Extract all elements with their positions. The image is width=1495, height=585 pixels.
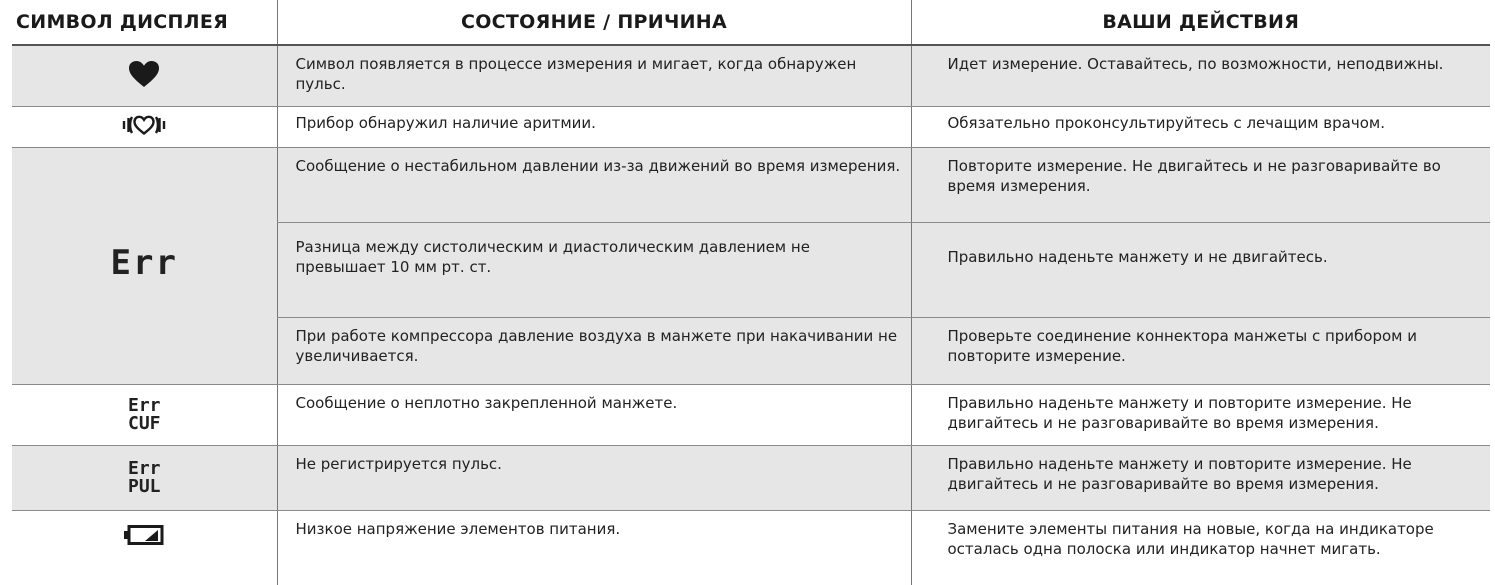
err-symbol: Err: [111, 243, 178, 283]
err-cuf-symbol: [128, 397, 161, 433]
symbol-line-err: Err: [128, 395, 161, 416]
symbol-cell: [12, 385, 277, 446]
symbol-cell: [12, 148, 277, 385]
cause-cell: Низкое напряжение элементов питания.: [277, 511, 911, 585]
header-cause: СОСТОЯНИЕ / ПРИЧИНА: [277, 0, 911, 45]
arrhythmia-heart-icon: [121, 113, 167, 137]
action-cell: Правильно наденьте манжету и не двигайтесь.: [911, 223, 1490, 318]
table-row: [12, 446, 1490, 511]
heart-icon: [128, 60, 160, 88]
symbol-cell: [12, 511, 277, 585]
symbol-cell: [12, 446, 277, 511]
symbol-cell: [12, 107, 277, 148]
err-pul-symbol: [128, 460, 161, 496]
cause-cell: При работе компрессора давление воздуха в манжете при накачивании не увеличивается.: [277, 318, 911, 385]
header-symbol: СИМВОЛ ДИСПЛЕЯ: [12, 0, 277, 45]
action-cell: Идет измерение. Оставайтесь, по возможности, неподвижны.: [911, 45, 1490, 107]
table-row: [12, 148, 1490, 223]
table-row: [12, 385, 1490, 446]
action-cell: Правильно наденьте манжету и повторите измерение. Не двигайтесь и не разговаривайте во время измерения.: [911, 385, 1490, 446]
symbol-cell: [12, 45, 277, 107]
table-row: [12, 107, 1490, 148]
table-header-row: [12, 0, 1490, 45]
symbol-line-err: Err: [128, 458, 161, 479]
low-battery-icon: [124, 525, 164, 545]
header-action: ВАШИ ДЕЙСТВИЯ: [911, 0, 1490, 45]
table-row: [12, 511, 1490, 585]
cause-cell: Прибор обнаружил наличие аритмии.: [277, 107, 911, 148]
cause-cell: Разница между систолическим и диастолическим давлением не превышает 10 мм рт. ст.: [277, 223, 911, 318]
action-cell: Правильно наденьте манжету и повторите измерение. Не двигайтесь и не разговаривайте во время измерения.: [911, 446, 1490, 511]
symbol-line-pul: PUL: [128, 476, 161, 497]
cause-cell: Символ появляется в процессе измерения и мигает, когда обнаружен пульс.: [277, 45, 911, 107]
cause-cell: Сообщение о нестабильном давлении из-за движений во время измерения.: [277, 148, 911, 223]
error-symbols-table: [12, 0, 1490, 585]
action-cell: Замените элементы питания на новые, когда на индикаторе осталась одна полоска или индикатор начнет мигать.: [911, 511, 1490, 585]
cause-cell: Не регистрируется пульс.: [277, 446, 911, 511]
cause-cell: Сообщение о неплотно закрепленной манжете.: [277, 385, 911, 446]
action-cell: Повторите измерение. Не двигайтесь и не разговаривайте во время измерения.: [911, 148, 1490, 223]
symbol-line-cuf: CUF: [128, 413, 161, 434]
table-row: [12, 45, 1490, 107]
action-cell: Обязательно проконсультируйтесь с лечащим врачом.: [911, 107, 1490, 148]
action-cell: Проверьте соединение коннектора манжеты с прибором и повторите измерение.: [911, 318, 1490, 385]
